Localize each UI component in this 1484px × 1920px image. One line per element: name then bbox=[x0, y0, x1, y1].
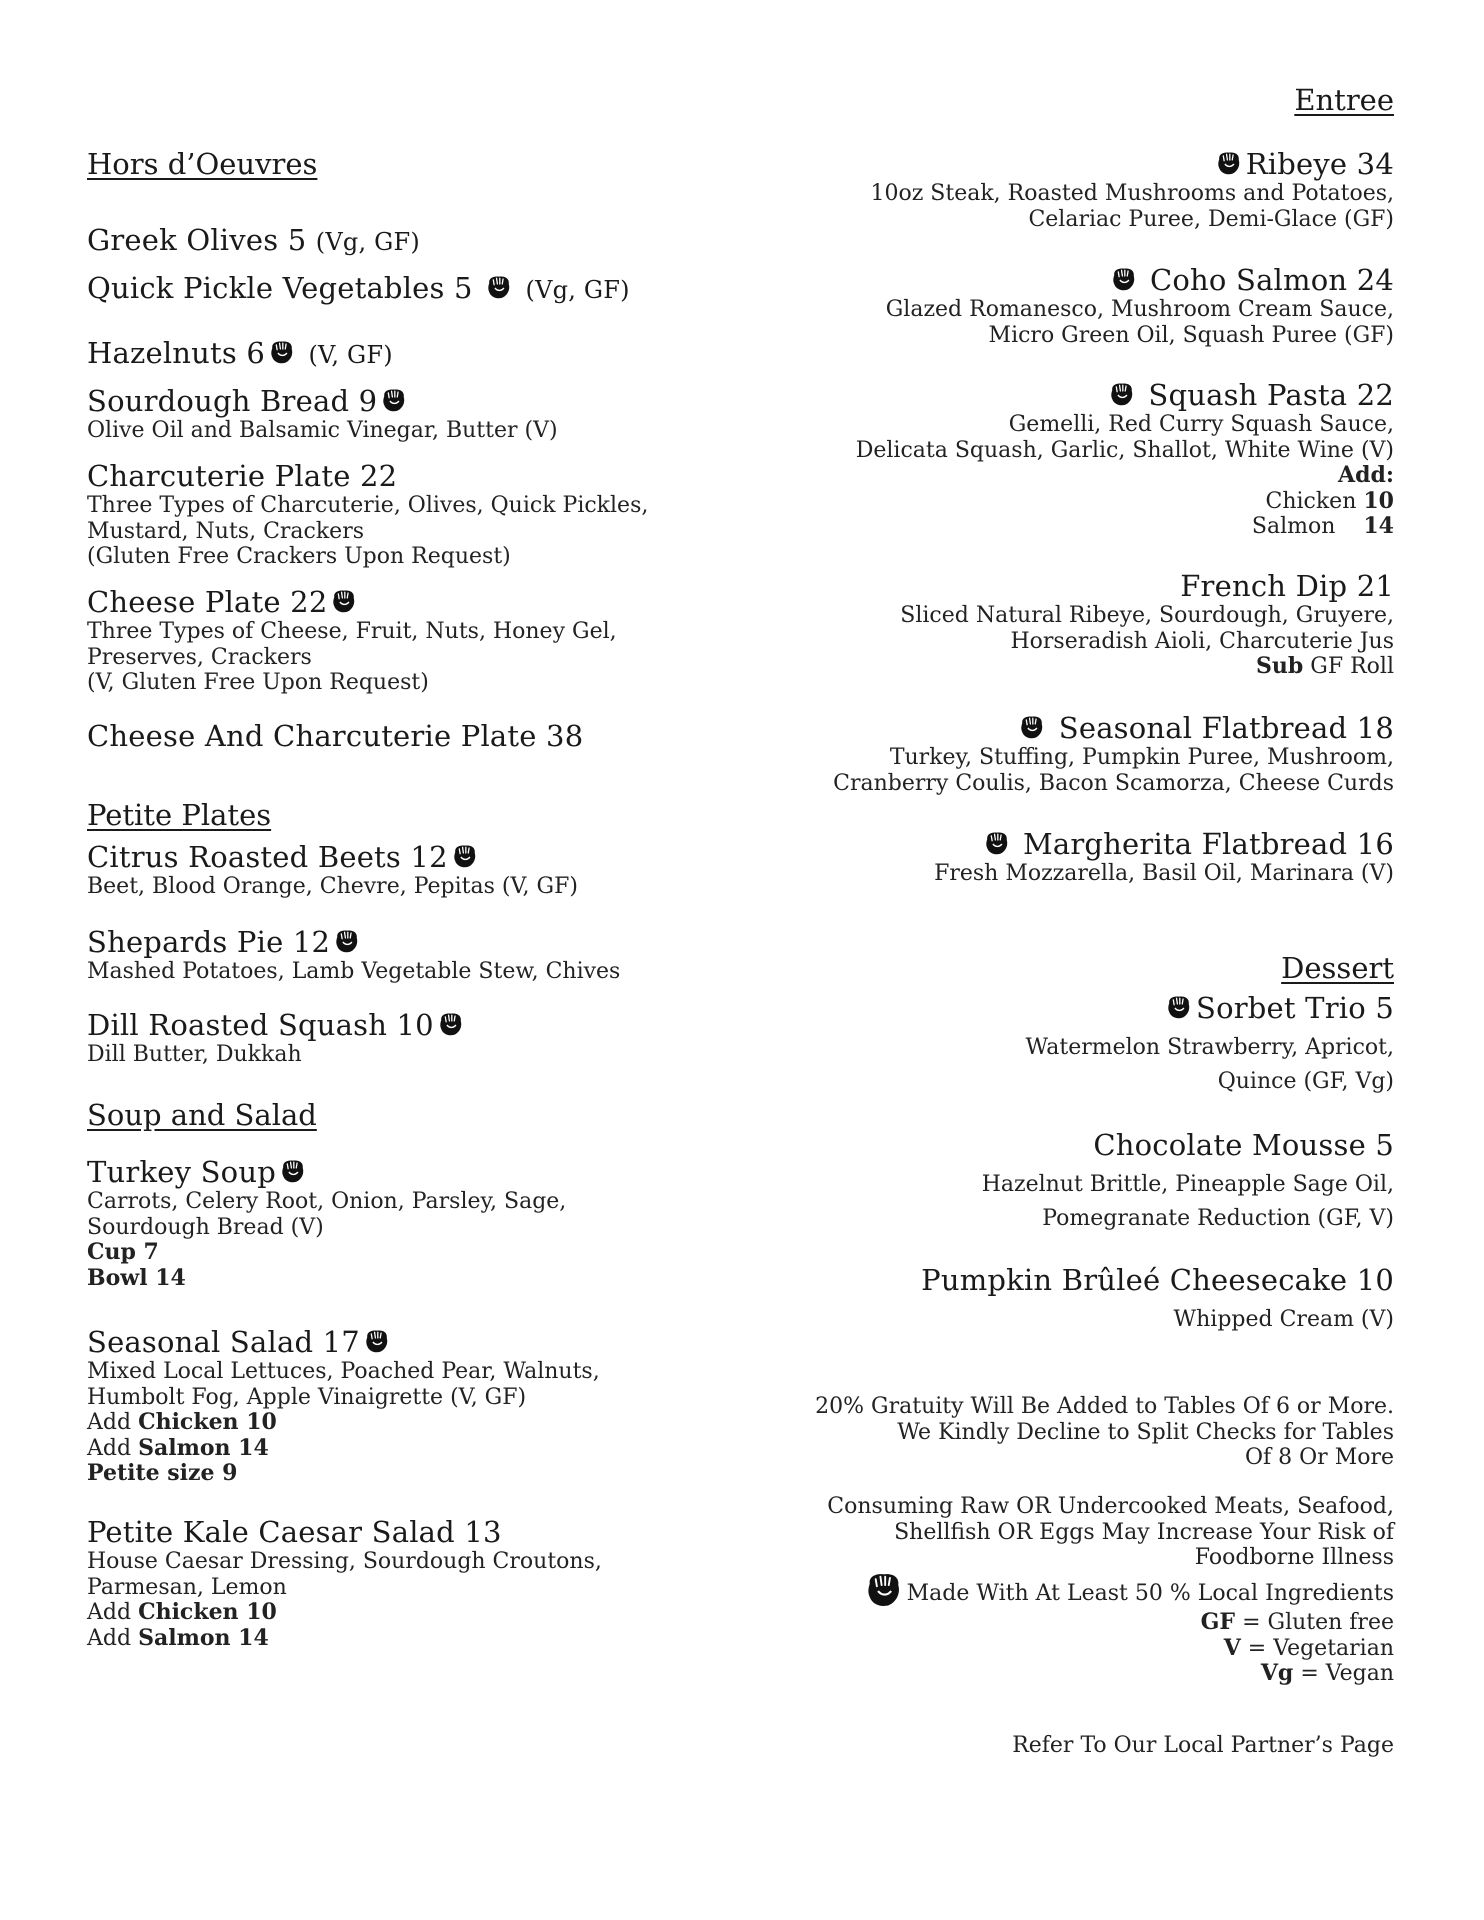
item-description: Dill Butter, Dukkah bbox=[87, 1042, 302, 1067]
local-fist-icon bbox=[983, 831, 1011, 857]
add-chicken: Chicken 10 bbox=[138, 1599, 277, 1625]
menu-item-ribeye bbox=[870, 147, 1394, 232]
legend-key: GF bbox=[1200, 1609, 1236, 1635]
item-description: (Gluten Free Crackers Upon Request) bbox=[87, 544, 511, 569]
item-name: French Dip 21 bbox=[1180, 569, 1394, 603]
item-name: Dill Roasted Squash 10 bbox=[87, 1008, 434, 1042]
menu-item-hazelnuts bbox=[87, 336, 393, 370]
menu-item-chocolate-mousse bbox=[982, 1128, 1394, 1231]
add-chicken: Chicken 10 bbox=[138, 1409, 277, 1435]
item-description: Delicata Squash, Garlic, Shallot, White Wine (V) bbox=[855, 437, 1394, 463]
note-line: Shellfish OR Eggs May Increase Your Risk of bbox=[894, 1519, 1394, 1545]
menu-item-pumpkin-cheesecake bbox=[921, 1263, 1394, 1333]
item-name: Ribeye 34 bbox=[1245, 147, 1394, 181]
menu-item-seasonal-flatbread bbox=[833, 711, 1394, 796]
item-tags: (V, GF) bbox=[308, 341, 393, 369]
legend bbox=[861, 1572, 1394, 1687]
local-fist-icon bbox=[1108, 382, 1136, 408]
menu-item-cheese-and-charcuterie: Cheese And Charcuterie Plate 38 bbox=[87, 719, 584, 753]
legend-local: Made With At Least 50 % Local Ingredients bbox=[906, 1581, 1394, 1606]
item-description: Preserves, Crackers bbox=[87, 644, 312, 670]
item-name: Shepards Pie 12 bbox=[87, 925, 331, 959]
item-name: Petite Kale Caesar Salad 13 bbox=[87, 1515, 502, 1549]
menu-item-seasonal-salad bbox=[87, 1325, 600, 1487]
item-description: Horseradish Aioli, Charcuterie Jus bbox=[1010, 628, 1394, 654]
item-tags: (Vg, GF) bbox=[315, 228, 420, 256]
menu-item-shepards-pie bbox=[87, 925, 620, 985]
raw-food-warning bbox=[827, 1494, 1394, 1571]
item-tags: (Vg, GF) bbox=[525, 276, 630, 304]
item-description: Hazelnut Brittle, Pineapple Sage Oil, bbox=[981, 1172, 1394, 1197]
note-line: Of 8 Or More bbox=[1244, 1445, 1394, 1470]
partner-page-note: Refer To Our Local Partner’s Page bbox=[1012, 1733, 1394, 1758]
petite-plates-heading: Petite Plates bbox=[87, 798, 272, 832]
item-description: Glazed Romanesco, Mushroom Cream Sauce, bbox=[885, 297, 1394, 322]
local-fist-icon bbox=[279, 1159, 307, 1185]
legend-value: = Gluten free bbox=[1242, 1610, 1394, 1635]
gratuity-note bbox=[815, 1394, 1394, 1471]
menu-item-turkey-soup bbox=[87, 1155, 566, 1291]
item-description: Mashed Potatoes, Lamb Vegetable Stew, Chives bbox=[87, 959, 621, 984]
note-line: We Kindly Decline to Split Checks for Tables bbox=[897, 1419, 1394, 1445]
petite-size: Petite size 9 bbox=[87, 1460, 238, 1486]
menu-item-coho-salmon bbox=[886, 263, 1394, 348]
item-description: Turkey, Stuffing, Pumpkin Puree, Mushroom, bbox=[889, 745, 1394, 770]
item-description: 10oz Steak, Roasted Mushrooms and Potatoes, bbox=[870, 181, 1394, 206]
menu-item-citrus-beets bbox=[87, 840, 578, 900]
item-description: Three Types of Cheese, Fruit, Nuts, Honey Gel, bbox=[87, 619, 617, 644]
add-chicken-label: Chicken bbox=[1265, 488, 1357, 514]
item-description: Gemelli, Red Curry Squash Sauce, bbox=[1008, 412, 1394, 437]
menu-item-greek-olives bbox=[87, 223, 420, 257]
item-name: Squash Pasta 22 bbox=[1148, 378, 1394, 412]
item-name: Chocolate Mousse 5 bbox=[1093, 1128, 1394, 1162]
menu-item-sorbet-trio bbox=[1026, 991, 1394, 1094]
legend-value: = Vegetarian bbox=[1247, 1635, 1394, 1661]
item-description: House Caesar Dressing, Sourdough Croutons, bbox=[87, 1549, 602, 1574]
item-name: Greek Olives 5 bbox=[87, 223, 307, 257]
local-fist-icon bbox=[1110, 267, 1138, 293]
menu-item-french-dip bbox=[900, 569, 1394, 680]
item-description: Olive Oil and Balsamic Vinegar, Butter (V) bbox=[87, 418, 558, 443]
item-description: Three Types of Charcuterie, Olives, Quick Pickles, bbox=[87, 493, 649, 518]
item-name: Hazelnuts 6 bbox=[87, 336, 266, 370]
local-fist-icon bbox=[380, 388, 408, 414]
item-description: Beet, Blood Orange, Chevre, Pepitas (V, GF) bbox=[87, 874, 578, 899]
dessert-heading: Dessert bbox=[1281, 951, 1394, 985]
cup-price: Cup 7 bbox=[87, 1239, 159, 1265]
local-fist-icon bbox=[1165, 995, 1193, 1021]
add-salmon: Salmon 14 bbox=[138, 1624, 269, 1651]
legend-key: V bbox=[1223, 1634, 1241, 1661]
menu-item-quick-pickle bbox=[87, 271, 630, 305]
item-name: Charcuterie Plate 22 bbox=[87, 459, 398, 493]
sub-label: Sub bbox=[1256, 653, 1304, 679]
item-description: Sourdough Bread (V) bbox=[87, 1214, 324, 1240]
add-label: Add: bbox=[1338, 462, 1394, 488]
local-fist-icon bbox=[437, 1012, 465, 1038]
local-fist-icon bbox=[330, 589, 358, 615]
item-description: (V, Gluten Free Upon Request) bbox=[87, 670, 429, 695]
add-label: Add bbox=[87, 1600, 132, 1625]
legend-value: = Vegan bbox=[1300, 1661, 1394, 1686]
item-name: Coho Salmon 24 bbox=[1150, 263, 1394, 297]
item-description: Mustard, Nuts, Crackers bbox=[87, 518, 365, 544]
item-description: Cranberry Coulis, Bacon Scamorza, Cheese Curds bbox=[833, 770, 1394, 796]
menu-item-squash-pasta bbox=[856, 378, 1394, 540]
item-description: Parmesan, Lemon bbox=[87, 1574, 287, 1600]
menu-item-margherita-flatbread bbox=[934, 827, 1394, 887]
item-name: Turkey Soup bbox=[87, 1155, 276, 1189]
item-name: Seasonal Salad 17 bbox=[87, 1325, 360, 1359]
add-label: Add bbox=[87, 1435, 132, 1461]
add-chicken-price: 10 bbox=[1363, 487, 1394, 514]
note-line: Foodborne Illness bbox=[1194, 1545, 1394, 1570]
item-description: Whipped Cream (V) bbox=[1173, 1307, 1394, 1332]
local-fist-icon bbox=[485, 275, 513, 301]
note-line: 20% Gratuity Will Be Added to Tables Of 6 or More. bbox=[815, 1394, 1394, 1419]
menu-item-kale-caesar bbox=[87, 1515, 602, 1651]
menu-item-charcuterie-plate bbox=[87, 459, 648, 570]
item-name: Cheese Plate 22 bbox=[87, 585, 328, 619]
item-name: Sorbet Trio 5 bbox=[1196, 991, 1394, 1025]
entree-heading: Entree bbox=[1294, 83, 1394, 117]
soup-and-salad-heading: Soup and Salad bbox=[87, 1098, 317, 1132]
item-description: Fresh Mozzarella, Basil Oil, Marinara (V) bbox=[934, 861, 1394, 886]
menu-item-cheese-plate bbox=[87, 585, 617, 696]
local-fist-icon bbox=[864, 1572, 904, 1610]
item-description: Celariac Puree, Demi-Glace (GF) bbox=[1028, 206, 1394, 232]
item-name: Seasonal Flatbread 18 bbox=[1058, 711, 1394, 745]
item-description: Carrots, Celery Root, Onion, Parsley, Sage, bbox=[87, 1189, 567, 1214]
item-description: Sliced Natural Ribeye, Sourdough, Gruyere, bbox=[900, 603, 1394, 628]
item-name: Citrus Roasted Beets 12 bbox=[87, 840, 448, 874]
menu-item-dill-squash bbox=[87, 1008, 468, 1068]
local-fist-icon bbox=[363, 1329, 391, 1355]
item-description: Watermelon Strawberry, Apricot, bbox=[1025, 1035, 1394, 1060]
legend-key: Vg bbox=[1260, 1660, 1294, 1686]
add-salmon-price: 14 bbox=[1363, 513, 1394, 539]
add-label: Add bbox=[87, 1410, 132, 1435]
item-name: Pumpkin Brûleé Cheesecake 10 bbox=[921, 1263, 1394, 1297]
local-fist-icon bbox=[268, 340, 296, 366]
add-salmon: Salmon 14 bbox=[138, 1434, 269, 1461]
add-salmon-label: Salmon bbox=[1251, 514, 1336, 539]
item-description: Mixed Local Lettuces, Poached Pear, Walnuts, bbox=[87, 1359, 600, 1384]
menu-item-sourdough-bread bbox=[87, 384, 558, 444]
item-description: Pomegranate Reduction (GF, V) bbox=[1042, 1205, 1394, 1231]
local-fist-icon bbox=[451, 844, 479, 870]
local-fist-icon bbox=[1018, 715, 1046, 741]
item-name: Sourdough Bread 9 bbox=[87, 384, 378, 418]
item-name: Quick Pickle Vegetables 5 bbox=[87, 271, 473, 305]
local-fist-icon bbox=[1215, 151, 1243, 177]
item-name: Margherita Flatbread 16 bbox=[1022, 827, 1394, 861]
item-description: Humbolt Fog, Apple Vinaigrette (V, GF) bbox=[87, 1384, 527, 1410]
hors-doeuvres-heading: Hors d’Oeuvres bbox=[87, 147, 318, 181]
local-fist-icon bbox=[333, 929, 361, 955]
add-label: Add bbox=[87, 1625, 132, 1651]
item-description: Quince (GF, Vg) bbox=[1217, 1068, 1394, 1094]
bowl-price: Bowl 14 bbox=[87, 1264, 186, 1291]
sub-option: GF Roll bbox=[1310, 654, 1394, 679]
item-description: Micro Green Oil, Squash Puree (GF) bbox=[988, 322, 1394, 348]
note-line: Consuming Raw OR Undercooked Meats, Seafood, bbox=[827, 1494, 1394, 1519]
